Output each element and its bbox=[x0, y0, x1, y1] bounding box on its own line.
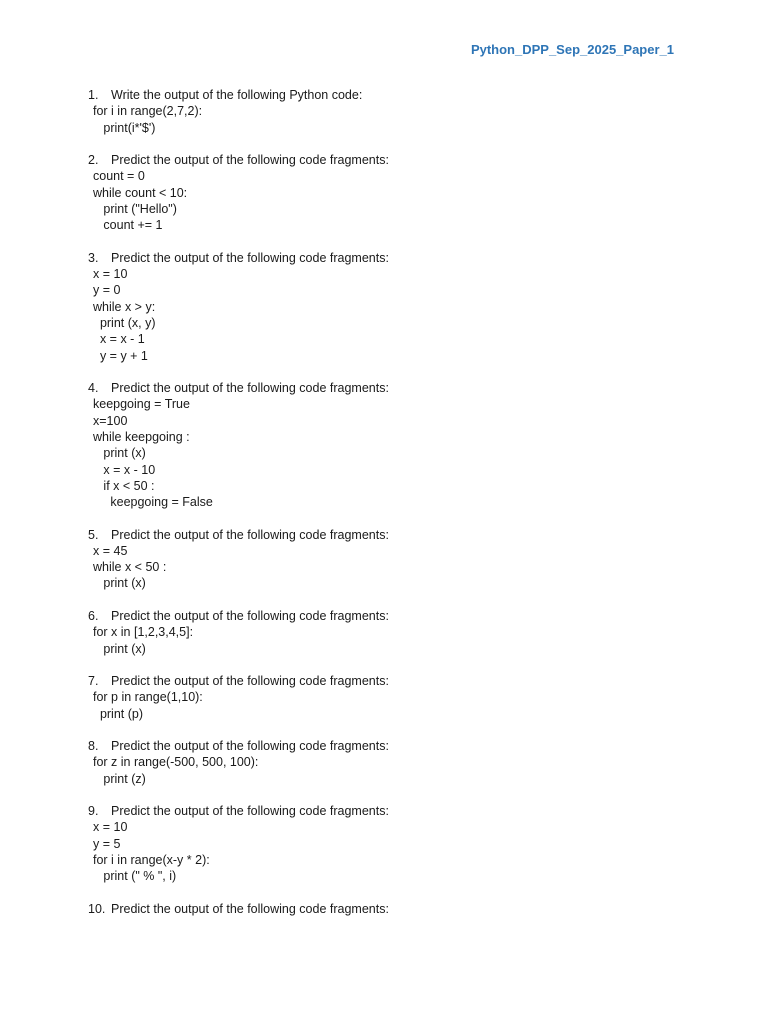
code-line: x = 45 bbox=[93, 543, 128, 558]
question-5 bbox=[88, 527, 708, 592]
question-3 bbox=[88, 250, 708, 364]
question-text: Predict the output of the following code fragments: bbox=[111, 901, 389, 916]
question-1 bbox=[88, 87, 708, 136]
code-line: y = y + 1 bbox=[93, 348, 148, 363]
question-number: 8. bbox=[88, 739, 99, 754]
question-number: 9. bbox=[88, 804, 99, 819]
code-line: y = 0 bbox=[93, 283, 121, 298]
question-text: Predict the output of the following code fragments: bbox=[111, 527, 389, 542]
code-line: if x < 50 : bbox=[93, 478, 155, 493]
code-line: while x < 50 : bbox=[93, 560, 167, 575]
question-4 bbox=[88, 380, 708, 510]
code-line: x=100 bbox=[93, 413, 128, 428]
code-line: x = x - 10 bbox=[93, 462, 156, 477]
question-text: Predict the output of the following code fragments: bbox=[111, 608, 389, 623]
question-text: Predict the output of the following code fragments: bbox=[111, 674, 389, 689]
code-line: print(i*'$') bbox=[93, 120, 156, 135]
question-6 bbox=[88, 608, 708, 657]
page-header-title: Python_DPP_Sep_2025_Paper_1 bbox=[470, 42, 674, 57]
code-line: for i in range(2,7,2): bbox=[93, 104, 203, 119]
code-line: print (x, y) bbox=[93, 315, 156, 330]
question-number: 5. bbox=[88, 527, 99, 542]
code-line: while x > y: bbox=[93, 299, 156, 314]
code-line: for p in range(1,10): bbox=[93, 690, 203, 705]
question-text: Predict the output of the following code fragments: bbox=[111, 153, 389, 168]
code-line: count = 0 bbox=[93, 169, 145, 184]
question-number: 3. bbox=[88, 250, 99, 265]
question-number: 6. bbox=[88, 608, 99, 623]
question-number: 7. bbox=[88, 674, 99, 689]
code-line: x = x - 1 bbox=[93, 332, 145, 347]
question-10 bbox=[88, 901, 708, 917]
question-list bbox=[88, 87, 708, 933]
code-line: count += 1 bbox=[93, 218, 163, 233]
question-number: 4. bbox=[88, 381, 99, 396]
question-text: Predict the output of the following code fragments: bbox=[111, 381, 389, 396]
code-line: for z in range(-500, 500, 100): bbox=[93, 755, 259, 770]
question-9 bbox=[88, 803, 708, 884]
code-line: print (" % ", i) bbox=[93, 869, 177, 884]
code-line: for i in range(x-y * 2): bbox=[93, 853, 210, 868]
question-number: 2. bbox=[88, 153, 99, 168]
code-line: print (x) bbox=[93, 641, 146, 656]
question-8 bbox=[88, 738, 708, 787]
question-2 bbox=[88, 152, 708, 233]
question-text: Predict the output of the following code fragments: bbox=[111, 739, 389, 754]
code-line: x = 10 bbox=[93, 267, 128, 282]
question-text: Predict the output of the following code fragments: bbox=[111, 804, 389, 819]
code-line: while count < 10: bbox=[93, 185, 188, 200]
code-line: print (x) bbox=[93, 576, 146, 591]
code-line: print (z) bbox=[93, 771, 146, 786]
question-text: Write the output of the following Python code: bbox=[111, 88, 363, 102]
code-line: for x in [1,2,3,4,5]: bbox=[93, 625, 194, 640]
code-line: print (p) bbox=[93, 706, 144, 721]
question-7 bbox=[88, 673, 708, 722]
code-line: keepgoing = True bbox=[93, 397, 190, 412]
code-line: print ("Hello") bbox=[93, 201, 177, 216]
question-number: 10. bbox=[88, 901, 106, 916]
code-line: print (x) bbox=[93, 446, 146, 461]
code-line: while keepgoing : bbox=[93, 429, 190, 444]
code-line: x = 10 bbox=[93, 820, 128, 835]
code-line: keepgoing = False bbox=[93, 495, 213, 510]
code-line: y = 5 bbox=[93, 836, 121, 851]
question-number: 1. bbox=[88, 88, 99, 102]
question-text: Predict the output of the following code fragments: bbox=[111, 250, 389, 265]
